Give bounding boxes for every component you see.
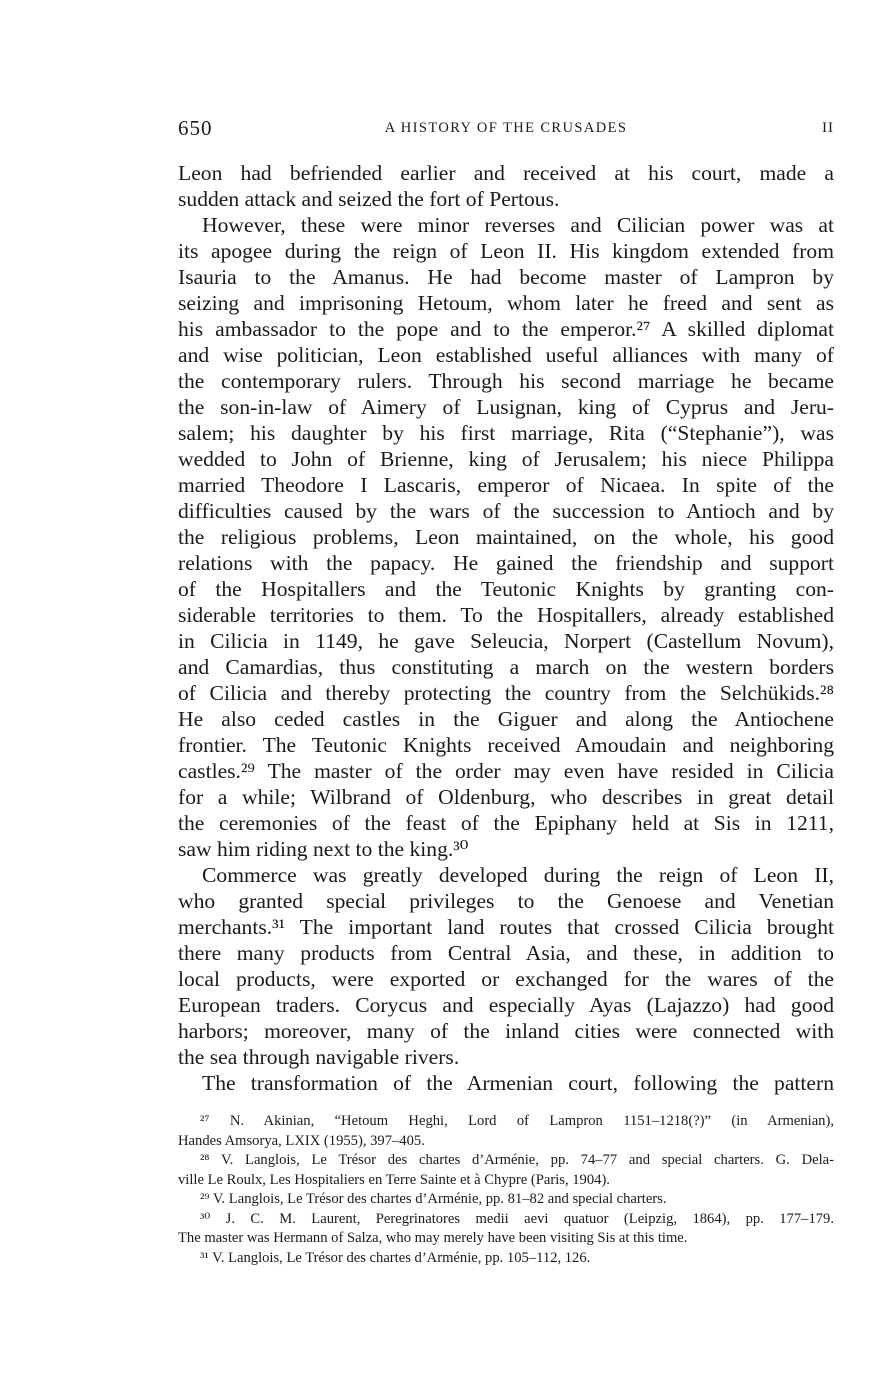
footnote-line: ³¹ V. Langlois, Le Trésor des chartes d’Arménie, pp. 105–112, 126. [200, 1249, 591, 1266]
footnotes [178, 1112, 834, 1268]
text-line: his ambassador to the pope and to the emperor.²⁷ A skilled diplomat [178, 317, 834, 341]
text-line: the sea through navigable rivers. [178, 1045, 460, 1069]
text-line: seizing and imprisoning Hetoum, whom later he freed and sent as [178, 291, 834, 315]
body-text [178, 160, 834, 1096]
text-line: for a while; Wilbrand of Oldenburg, who describes in great detail [178, 785, 834, 809]
footnote-line: ²⁹ V. Langlois, Le Trésor des chartes d’Arménie, pp. 81–82 and special charters. [200, 1191, 667, 1207]
volume-number: II [822, 120, 834, 136]
text-line: The transformation of the Armenian court, following the pattern [202, 1071, 834, 1095]
text-line: European traders. Corycus and especially Ayas (Lajazzo) had good [178, 993, 834, 1017]
running-title: A HISTORY OF THE CRUSADES [384, 120, 628, 136]
footnote-line: ³⁰ J. C. M. Laurent, Peregrinatores medii aevi quatuor (Leipzig, 1864), pp. 177–179. [200, 1210, 834, 1227]
text-line: and Camardias, thus constituting a march on the western borders [178, 655, 834, 679]
text-line: difficulties caused by the wars of the succession to Antioch and by [178, 499, 834, 523]
text-line: Leon had befriended earlier and received at his court, made a [178, 161, 834, 185]
footnote-line: ²⁷ N. Akinian, “Hetoum Heghi, Lord of Lampron 1151–1218(?)” (in Armenian), [200, 1113, 834, 1129]
text-line: Isauria to the Amanus. He had become master of Lampron by [178, 265, 834, 289]
text-line: frontier. The Teutonic Knights received Amoudain and neighboring [178, 733, 834, 757]
text-line: saw him riding next to the king.³⁰ [178, 837, 469, 861]
footnote-line: ville Le Roulx, Les Hospitaliers en Terre Sainte et à Chypre (Paris, 1904). [178, 1171, 610, 1188]
footnote-line: The master was Hermann of Salza, who may merely have been visiting Sis at this time. [178, 1230, 688, 1246]
text-line: the son-in-law of Aimery of Lusignan, king of Cyprus and Jeru- [178, 395, 834, 419]
text-line: However, these were minor reverses and Cilician power was at [202, 213, 834, 237]
page-number: 650 [178, 116, 213, 140]
text-line: siderable territories to them. To the Hospitallers, already established [178, 603, 834, 627]
text-line: harbors; moreover, many of the inland cities were connected with [178, 1019, 834, 1043]
text-line: in Cilicia in 1149, he gave Seleucia, Norpert (Castellum Novum), [178, 629, 834, 653]
footnote-line: ²⁸ V. Langlois, Le Trésor des chartes d’Arménie, pp. 74–77 and special charters. G. Dela- [200, 1152, 834, 1168]
text-line: sudden attack and seized the fort of Pertous. [178, 187, 560, 211]
text-line: He also ceded castles in the Giguer and along the Antiochene [178, 707, 834, 731]
footnote-line: Handes Amsorya, LXIX (1955), 397–405. [178, 1132, 425, 1149]
text-line: the contemporary rulers. Through his second marriage he became [178, 369, 834, 393]
text-line: of the Hospitallers and the Teutonic Knights by granting con- [178, 577, 834, 601]
text-line: wedded to John of Brienne, king of Jerusalem; his niece Philippa [178, 447, 834, 471]
text-line: who granted special privileges to the Genoese and Venetian [178, 889, 834, 913]
text-line: salem; his daughter by his first marriage, Rita (“Stephanie”), was [178, 421, 834, 445]
text-line: castles.²⁹ The master of the order may even have resided in Cilicia [178, 759, 834, 783]
running-header [178, 116, 834, 142]
text-line: Commerce was greatly developed during the reign of Leon II, [202, 863, 834, 887]
text-line: and wise politician, Leon established useful alliances with many of [178, 343, 834, 367]
text-line: the ceremonies of the feast of the Epiphany held at Sis in 1211, [178, 811, 834, 835]
text-line: married Theodore I Lascaris, emperor of Nicaea. In spite of the [178, 473, 834, 497]
text-line: the religious problems, Leon maintained, on the whole, his good [178, 525, 834, 549]
text-line: merchants.³¹ The important land routes that crossed Cilicia brought [178, 915, 834, 939]
text-line: its apogee during the reign of Leon II. His kingdom extended from [178, 239, 834, 263]
text-line: relations with the papacy. He gained the friendship and support [178, 551, 834, 575]
text-line: there many products from Central Asia, and these, in addition to [178, 941, 834, 965]
text-line: of Cilicia and thereby protecting the country from the Selchükids.²⁸ [178, 681, 834, 705]
text-line: local products, were exported or exchanged for the wares of the [178, 967, 834, 991]
